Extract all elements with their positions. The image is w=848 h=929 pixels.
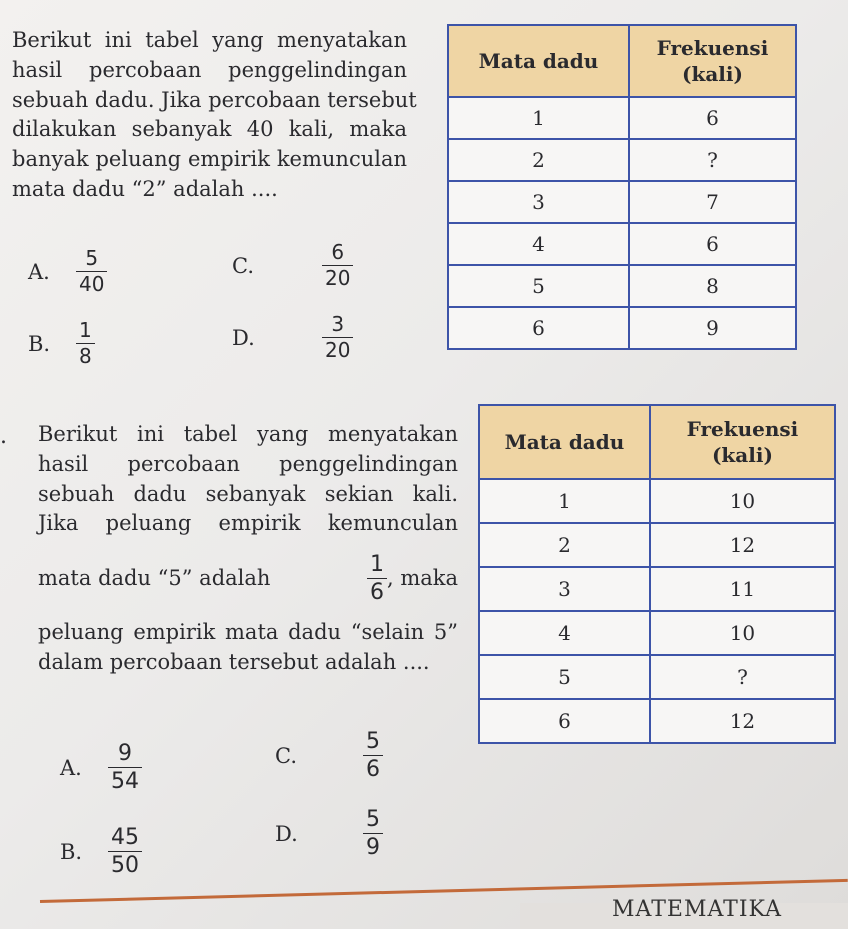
inline-fraction — [367, 553, 387, 604]
table-row — [479, 611, 835, 655]
option-label: D. — [275, 821, 298, 846]
table-row — [448, 97, 796, 139]
question-2-text — [38, 420, 458, 678]
cell-face: 2 — [479, 523, 650, 567]
fraction-numerator: 45 — [111, 825, 139, 850]
text-line: sebuah dadu sebanyak sekian kali. — [38, 481, 458, 506]
frequency-table-1 — [447, 24, 797, 350]
header-frekuensi — [650, 405, 835, 479]
option-d — [275, 808, 383, 859]
option-fraction — [322, 314, 353, 361]
cell-face: 4 — [448, 223, 629, 265]
option-label: D. — [232, 325, 255, 350]
cell-face: 3 — [479, 567, 650, 611]
cell-frequency: 8 — [629, 265, 796, 307]
fraction-denominator: 9 — [363, 833, 383, 859]
table-row — [448, 265, 796, 307]
header-mata-dadu: Mata dadu — [479, 405, 650, 479]
header-mata-dadu: Mata dadu — [448, 25, 629, 97]
table-header-row — [479, 405, 835, 479]
text-line: Berikut ini tabel yang menyatakan — [38, 422, 458, 446]
text-line: hasil percobaan penggelindingan — [38, 451, 458, 476]
option-fraction — [76, 320, 95, 367]
cell-face: 3 — [448, 181, 629, 223]
cell-frequency: 11 — [650, 567, 835, 611]
fraction-numerator: 5 — [366, 729, 380, 754]
table-row — [448, 181, 796, 223]
option-a — [28, 248, 107, 295]
text-line: mata dadu “2” adalah .... — [12, 177, 278, 202]
text-line: Jika peluang empirik kemunculan — [38, 511, 458, 536]
table-header-row — [448, 25, 796, 97]
cell-face: 1 — [479, 479, 650, 523]
fraction-denominator: 40 — [76, 271, 107, 295]
fraction-numerator: 1 — [79, 318, 92, 342]
option-label: C. — [232, 253, 254, 278]
table-row — [479, 479, 835, 523]
table-row — [448, 223, 796, 265]
option-b — [28, 320, 95, 367]
text-fragment: mata dadu “5” adalah — [38, 565, 271, 590]
header-frekuensi-line1: Frekuensi — [656, 36, 769, 60]
option-c — [232, 242, 353, 289]
table-row — [448, 139, 796, 181]
table-row — [479, 655, 835, 699]
option-label: A. — [60, 755, 82, 780]
option-fraction — [76, 248, 107, 295]
cell-frequency: 7 — [629, 181, 796, 223]
header-frekuensi — [629, 25, 796, 97]
cell-frequency: 12 — [650, 699, 835, 743]
table-row — [448, 307, 796, 349]
cell-frequency: 6 — [629, 223, 796, 265]
fraction-denominator: 20 — [322, 337, 353, 361]
fraction-denominator: 8 — [76, 343, 95, 367]
fraction-denominator: 54 — [108, 767, 142, 793]
fraction-numerator: 5 — [85, 246, 99, 270]
cell-frequency: 6 — [629, 97, 796, 139]
option-label: B. — [28, 331, 51, 356]
text-line: sebuah dadu. Jika percobaan tersebut — [12, 87, 417, 112]
option-a — [60, 742, 142, 793]
cell-face: 1 — [448, 97, 629, 139]
cell-frequency: ? — [650, 655, 835, 699]
text-fraction-group — [367, 553, 458, 604]
header-frekuensi-line2: (kali) — [682, 62, 743, 86]
cell-face: 4 — [479, 611, 650, 655]
fraction-denominator: 6 — [363, 755, 383, 781]
cell-face: 6 — [479, 699, 650, 743]
fraction-denominator: 50 — [108, 851, 142, 877]
option-fraction — [322, 242, 353, 289]
cell-frequency: ? — [629, 139, 796, 181]
cell-frequency: 10 — [650, 611, 835, 655]
fraction-denominator: 20 — [322, 265, 353, 289]
fraction-numerator: 1 — [369, 552, 384, 578]
text-line: dalam percobaan tersebut adalah .... — [38, 650, 430, 675]
option-c — [275, 730, 383, 781]
option-d — [232, 314, 353, 361]
text-line: Berikut ini tabel yang menyatakan — [12, 28, 407, 52]
cell-face: 5 — [448, 265, 629, 307]
table-row — [479, 523, 835, 567]
fraction-numerator: 9 — [118, 741, 132, 766]
text-line: hasil percobaan penggelindingan — [12, 57, 407, 82]
footer-subject: MATEMATIKA — [612, 897, 782, 922]
text-line: peluang empirik mata dadu “selain 5” — [38, 620, 458, 645]
text-line-with-fraction — [38, 553, 458, 604]
question-1-text — [12, 26, 417, 205]
fraction-numerator: 5 — [366, 807, 380, 832]
option-b — [60, 826, 142, 877]
cell-frequency: 12 — [650, 523, 835, 567]
option-label: C. — [275, 743, 297, 768]
option-label: B. — [60, 839, 83, 864]
cell-frequency: 9 — [629, 307, 796, 349]
option-fraction — [363, 808, 383, 859]
option-label: A. — [28, 259, 50, 284]
text-line: banyak peluang empirik kemunculan — [12, 147, 407, 172]
cell-face: 6 — [448, 307, 629, 349]
table-row — [479, 567, 835, 611]
fraction-numerator: 6 — [331, 240, 345, 264]
header-frekuensi-line1: Frekuensi — [686, 417, 799, 441]
cell-face: 2 — [448, 139, 629, 181]
cell-frequency: 10 — [650, 479, 835, 523]
header-frekuensi-line2: (kali) — [711, 443, 773, 467]
frequency-table-2 — [478, 404, 836, 744]
option-fraction — [108, 742, 142, 793]
text-line: dilakukan sebanyak 40 kali, maka — [12, 117, 407, 142]
table-row — [479, 699, 835, 743]
option-fraction — [108, 826, 142, 877]
option-fraction — [363, 730, 383, 781]
fraction-denominator: 6 — [367, 578, 387, 604]
text-fragment: , maka — [386, 565, 458, 590]
fraction-numerator: 3 — [331, 312, 345, 336]
cell-face: 5 — [479, 655, 650, 699]
question-2-number: . — [0, 424, 7, 449]
